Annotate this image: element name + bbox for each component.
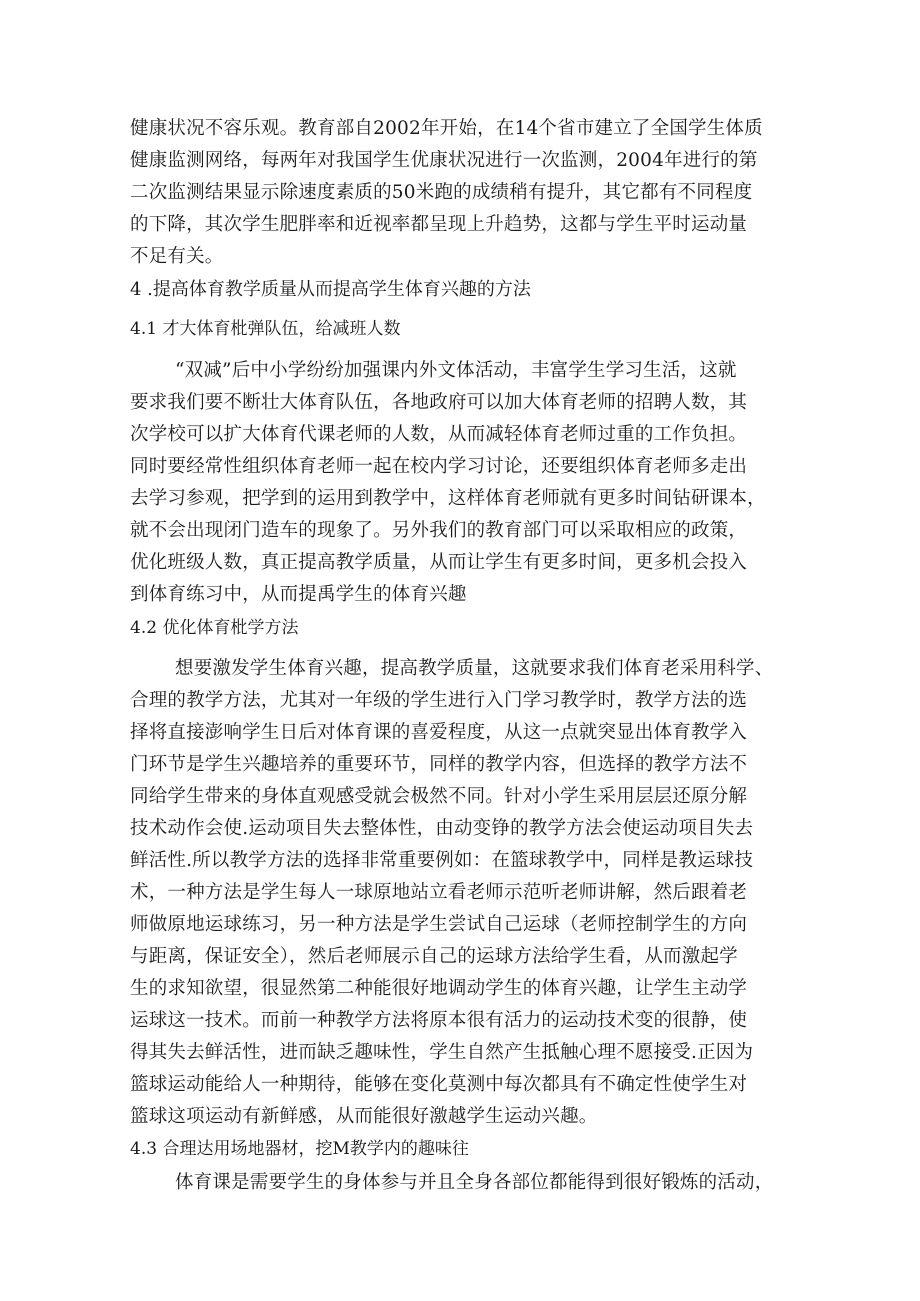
paragraph-line: 鲜活性.所以教学方法的选择非常重要例如：在篮球教学中，同样是教运球技	[130, 850, 754, 871]
subsection-heading: 4.3 合理达用场地器材，挖M教学内的趣味往	[130, 1139, 469, 1159]
section-heading: 4 .提高体育教学质量从而提高学生体育兴趣的方法	[130, 279, 531, 300]
paragraph-line: 要求我们要不断壮大体育队伍，各地政府可以加大体育老师的招聘人数，其	[130, 392, 748, 413]
paragraph-line: 生的求知欲望，很显然第二种能很好地调动学生的体育兴趣，让学生主动学	[130, 978, 748, 999]
paragraph-line: 合理的教学方法，尤其对一年级的学生进行入门学习教学时，教学方法的选	[130, 690, 748, 711]
paragraph-line: 运球这一技术。而前一种教学方法将原本很有活力的运动技术变的很静，使	[130, 1010, 748, 1031]
paragraph-line: 同时要经常性组织体育老师一起在校内学习讨论，还要组织体育老师多走出	[130, 456, 748, 477]
paragraph-line: 同给学生带来的身体直观感受就会极然不同。针对小学生采用层层还原分解	[130, 786, 748, 807]
paragraph-line: 健康监测网络，每两年对我国学生优康状况进行一次监测，2004年进行的第	[130, 150, 758, 171]
paragraph-line: 就不会出现闭门造车的现象了。另外我们的教育部门可以采取相应的政策，	[130, 520, 748, 541]
paragraph-line: 优化班级人数，真正提高教学质量，从而让学生有更多时间，更多机会投入	[130, 552, 748, 573]
paragraph-line: 师做原地运球练习，另一种方法是学生尝试自己运球（老师控制学生的方向	[130, 914, 748, 935]
paragraph-line: “双减”后中小学纷纷加强课内外文体活动，丰富学生学习生活，这就	[175, 360, 737, 381]
paragraph-line: 到体育练习中，从而提禹学生的体育兴趣	[130, 584, 467, 605]
paragraph-line: 与距离，保证安全），然后老师展示自己的运球方法给学生看，从而激起学	[130, 946, 738, 967]
paragraph-line: 篮球这项运动有新鲜感，从而能很好激越学生运动兴趣。	[130, 1106, 598, 1127]
paragraph-line: 体育课是需要学生的身体参与并且全身各部位都能得到很好锻炼的活动，	[175, 1172, 774, 1193]
paragraph-line: 不足有关。	[130, 246, 224, 267]
paragraph-line: 想要激发学生体育兴趣，提高教学质量，这就要求我们体育老采用科学、	[175, 658, 774, 679]
paragraph-line: 去学习参观，把学到的运用到教学中，这样体育老师就有更多时间钻研课本，	[130, 488, 766, 509]
paragraph-line: 的下降，其次学生肥胖率和近视率都呈现上升趋势，这都与学生平时运动量	[130, 214, 748, 235]
subsection-heading: 4.1 才大体育枇弹队伍，给减班人数	[130, 319, 401, 339]
subsection-heading: 4.2 优化体育枇学方法	[130, 618, 299, 638]
paragraph-line: 术，一种方法是学生每人一球原地站立看老师示范听老师讲解，然后跟着老	[130, 882, 748, 903]
paragraph-line: 得其失去鲜活性，进而缺乏趣味性，学生自然产生抵触心理不愿接受.正因为	[130, 1042, 754, 1063]
paragraph-line: 二次监测结果显示除速度素质的50米跑的成绩稍有提升，其它都有不同程度	[130, 182, 753, 203]
paragraph-line: 择将直接澎响学生日后对体育课的喜爱程度，从这一点就突显出体育教学入	[130, 722, 748, 743]
paragraph-line: 篮球运动能给人一种期待，能够在变化莫测中每次都具有不确定性使学生对	[130, 1074, 748, 1095]
paragraph-line: 次学校可以扩大体育代课老师的人数，从而减轻体育老师过重的工作负担。	[130, 424, 748, 445]
paragraph-line: 健康状况不容乐观。教育部自2002年开始，在14个省市建立了全国学生体质	[130, 118, 763, 139]
paragraph-line: 门环节是学生兴趣培养的重要环节，同样的教学内容，但选择的教学方法不	[130, 754, 748, 775]
paragraph-line: 技术动作会使.运动项目失去整体性，由动变铮的教学方法会使运动项目失去	[130, 818, 754, 839]
